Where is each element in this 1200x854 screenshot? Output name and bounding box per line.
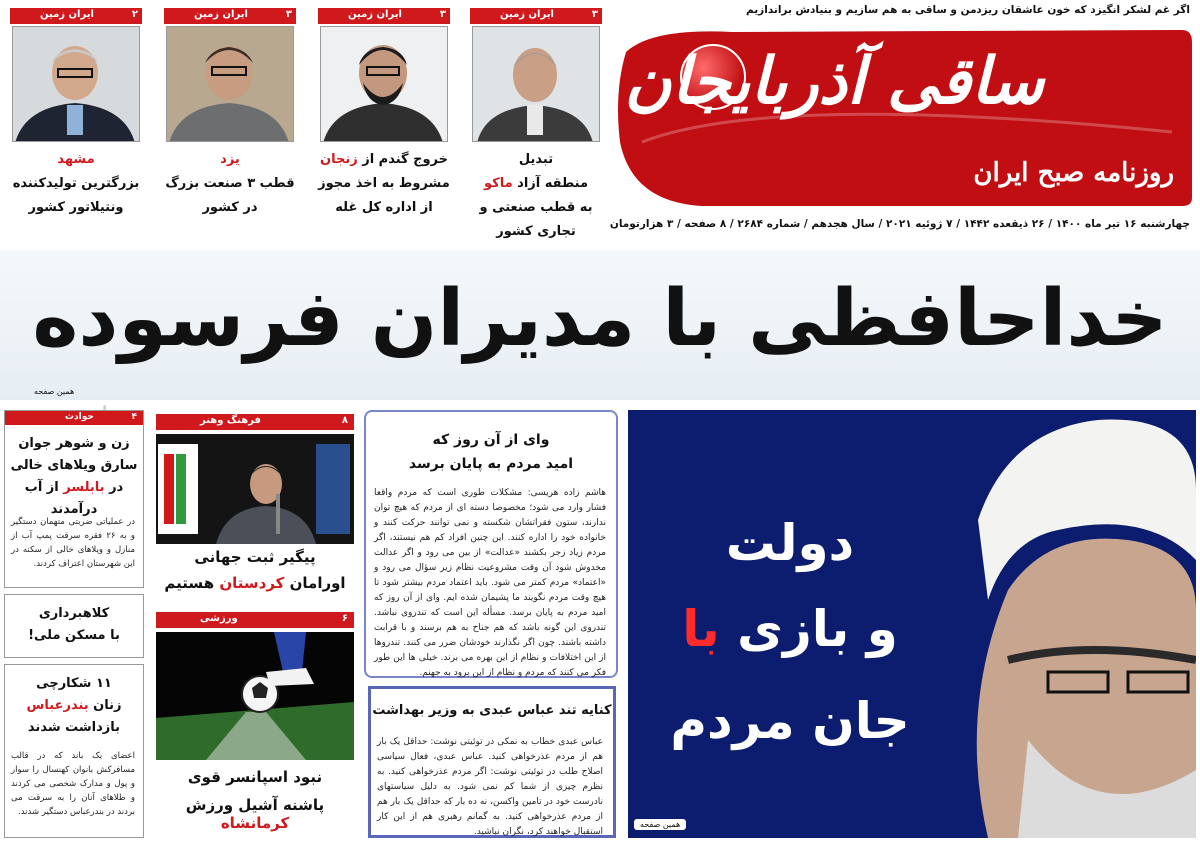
editorial-body: هاشم زاده هریسی: مشکلات طوری است که مردم واقعا فشار وارد می شود؛ مخصوصا دسته ای از مردم که هیچ توان ندارند، ستون فقراتشان شکسته و نمی توانند حرکت کنند و خانواده خود را اداره کنند. این چنین افراد کم هم نیستند، اگر مردم زیاد زجر بکشند «عدالت» از بین می رود و اگر عدالت مخدوش شود آن وقت مشروعیت نظام زیر سؤال می رود و «اعتماد» مردم کمتر می شود. باید اعتماد مردم بیشتر شود تا هیچ وقت مردم نگویند ما پشیمان شده ایم. وای از آن روز که امید مردم به پایان برسد. مسأله این است که تندروی نباشد. تندروی این گونه باشد که هم جناح به هم برسند و با قرابت داشته باشند. چون اگر نگذارند خودشان ضرر می کنند. تندروها از این اختلافات و نظام از این بهره می برند. خیلی ها این طور فکر می کنند که مردم و نظام از این برود به جهنم. xyxy=(374,488,606,678)
caption-highlight: یزد xyxy=(220,152,240,167)
masthead xyxy=(606,2,1194,242)
top-story-zanjan[interactable] xyxy=(318,8,450,234)
editorial-title xyxy=(366,428,616,476)
caption-text: هستیم xyxy=(164,574,220,592)
section-tag xyxy=(318,8,450,24)
caption-text: منطقه آزاد xyxy=(512,176,589,191)
arrest-story[interactable] xyxy=(4,664,144,838)
editorial-title-line: امید مردم به پایان برسد xyxy=(408,456,574,472)
crime-title xyxy=(5,433,143,521)
caption-line: ونتیلاتور کشور xyxy=(28,200,124,215)
caption-highlight: کرمانشاه xyxy=(220,814,290,832)
section-name: ایران زمین xyxy=(40,9,94,20)
section-name: ورزشی xyxy=(200,613,238,624)
slogan-right: اگر غم لشکر انگیزد که خون عاشقان ریزد xyxy=(976,4,1190,16)
fraud-story[interactable] xyxy=(4,594,144,658)
dateline: چهارشنبه ۱۶ تیر ماه ۱۴۰۰ / ۲۶ ذیقعده ۱۴۴۲ / ۷ ژوئیه ۲۰۲۱ / سال هجدهم / شماره ۲۶۸۴ / ۸ صفحه / ۳ هزارتومان xyxy=(609,218,1190,230)
arrest-body: اعضای یک باند که در قالب مسافرکش بانوان کهنسال را سوار و پول و مدارک شخصی می کردند و طلاهای آنان را به سرقت می بردند در بندرعباس دستگیر شدند. xyxy=(11,751,135,817)
title-line: زن و شوهر جوان xyxy=(18,436,130,451)
section-tag xyxy=(156,414,354,430)
caption-text: خروج گندم از xyxy=(357,152,449,167)
abdi-story-title: کنایه تند عباس عبدی به وزیر بهداشت xyxy=(372,703,612,718)
title-line: کلاهبرداری xyxy=(38,606,110,621)
feature-story[interactable] xyxy=(628,410,1196,838)
culture-story[interactable] xyxy=(156,414,354,604)
page-number: ۳ xyxy=(439,9,446,20)
caption-highlight: مشهد xyxy=(57,152,95,167)
section-tag xyxy=(5,411,143,425)
sports-story[interactable] xyxy=(156,612,354,836)
slogan-left: من و ساقی به هم سازیم و بنیادش براندازیم xyxy=(746,4,977,16)
main-headline[interactable]: خداحافظی با مدیران فرسوده xyxy=(32,274,1168,364)
caption-line xyxy=(318,148,450,172)
headline-band xyxy=(0,250,1200,400)
title-line: با مسکن ملی! xyxy=(28,628,120,643)
page-number: ۳ xyxy=(285,9,292,20)
section-name: ایران زمین xyxy=(194,9,248,20)
caption-line: از اداره کل غله xyxy=(335,200,433,215)
caption-line: قطب ۳ صنعت بزرگ xyxy=(165,176,295,191)
title-highlight: بندرعباس xyxy=(26,698,89,713)
feature-line-2 xyxy=(640,600,940,658)
caption-line: به قطب صنعتی و تجاری کشور xyxy=(479,200,593,239)
title-text: زنان xyxy=(88,698,122,713)
feature-line-1: دولت xyxy=(725,514,855,572)
title-line: ۱۱ شکارچی xyxy=(36,676,112,691)
story-caption xyxy=(164,148,296,220)
story-caption-line-1: پیگیر ثبت جهانی xyxy=(194,548,316,566)
feature-page-ref: همین صفحه xyxy=(634,819,686,830)
newspaper-logo[interactable] xyxy=(612,22,1194,210)
headline-page-ref: همین صفحه xyxy=(34,387,75,396)
caption-highlight: کردستان xyxy=(219,574,285,592)
story-caption-line-1: نبود اسپانسر قوی xyxy=(187,768,323,786)
title-line xyxy=(5,695,143,717)
caption-line: تبدیل xyxy=(518,152,554,167)
abdi-story-body: عباس عبدی خطاب به نمکی در توئیتی نوشت: حداقل یک بار هم از مردم عذرخواهی کنید. عباس عبدی، فعال سیاسی اصلاح طلب در توئیتی نوشت: اگر مردم عذرخواهی کنید. به نظرم چیزی از شما کم نمی شود. به دلیل سیاستهای نادرست خود در تامین واکسن، نه ده بار که حداقل یک بار هم از مردم عذرخواهی کنید. به گمانم رهبری هم از این کار استقبال خواهند کرد، نگران نباشید. xyxy=(377,737,603,837)
portrait-photo xyxy=(320,26,448,142)
section-name: ایران زمین xyxy=(348,9,402,20)
crime-body: در عملیاتی ضربتی متهمان دستگیر و به ۲۶ فقره سرقت پمپ آب از منازل و ویلاهای خالی از سکنه در این شهرستان اعتراف کردند. xyxy=(11,517,135,569)
editorial-title-line: وای از آن روز که xyxy=(432,432,550,448)
title-line: بازداشت شدند xyxy=(27,720,121,735)
story-caption xyxy=(318,148,450,220)
logo-name: ساقی آذربایجان xyxy=(624,44,1044,119)
feature-text: و بازی xyxy=(719,600,898,658)
football-photo xyxy=(156,632,354,760)
caption-highlight: زنجان xyxy=(319,152,358,167)
top-story-mashhad[interactable] xyxy=(10,8,142,234)
section-name: حوادث xyxy=(65,412,94,422)
abdi-story-box[interactable] xyxy=(368,686,616,838)
caption-text: پاشنه آشیل ورزش xyxy=(185,796,325,814)
arrest-title xyxy=(5,673,143,739)
section-name: ایران زمین xyxy=(500,9,554,20)
caption-line: مشروط به اخذ مجوز xyxy=(318,176,450,191)
section-tag xyxy=(164,8,296,24)
story-caption-line-2 xyxy=(156,796,354,832)
page-number: ۲ xyxy=(131,9,138,20)
portrait-photo xyxy=(472,26,600,142)
section-tag xyxy=(10,8,142,24)
crime-story[interactable] xyxy=(4,410,144,588)
story-caption xyxy=(470,148,602,244)
section-tag xyxy=(470,8,602,24)
feature-line-3: جان مردم xyxy=(670,692,910,750)
title-line: سارق ویلاهای خالی xyxy=(10,458,138,473)
page-number: ۶ xyxy=(341,613,348,624)
top-story-yazd[interactable] xyxy=(164,8,296,234)
masthead-slogans xyxy=(606,4,1194,20)
story-caption xyxy=(10,148,142,220)
caption-line xyxy=(470,172,602,196)
editorial-box[interactable] xyxy=(364,410,618,678)
feature-highlight: با xyxy=(682,600,720,658)
portrait-photo xyxy=(12,26,140,142)
caption-highlight: ماکو xyxy=(483,176,513,191)
top-story-maku[interactable] xyxy=(470,8,602,239)
caption-text: اورامان xyxy=(284,574,346,592)
portrait-photo xyxy=(166,26,294,142)
caption-line: بزرگترین تولیدکننده xyxy=(12,176,140,191)
title-text: از آب درآمدند xyxy=(24,480,98,517)
caption-line: در کشور xyxy=(202,200,258,215)
section-name: فرهنگ وهنر xyxy=(200,415,261,426)
page-number: ۳ xyxy=(591,9,598,20)
page-number: ۴ xyxy=(131,412,137,422)
logo-subtitle: روزنامه صبح ایران xyxy=(973,158,1174,188)
title-text: در xyxy=(104,480,124,495)
page-number: ۸ xyxy=(341,415,348,426)
fraud-title xyxy=(5,603,143,647)
press-conference-photo xyxy=(156,434,354,544)
section-tag xyxy=(156,612,354,628)
story-caption-line-2 xyxy=(156,574,354,592)
title-highlight: بابلسر xyxy=(63,480,105,495)
